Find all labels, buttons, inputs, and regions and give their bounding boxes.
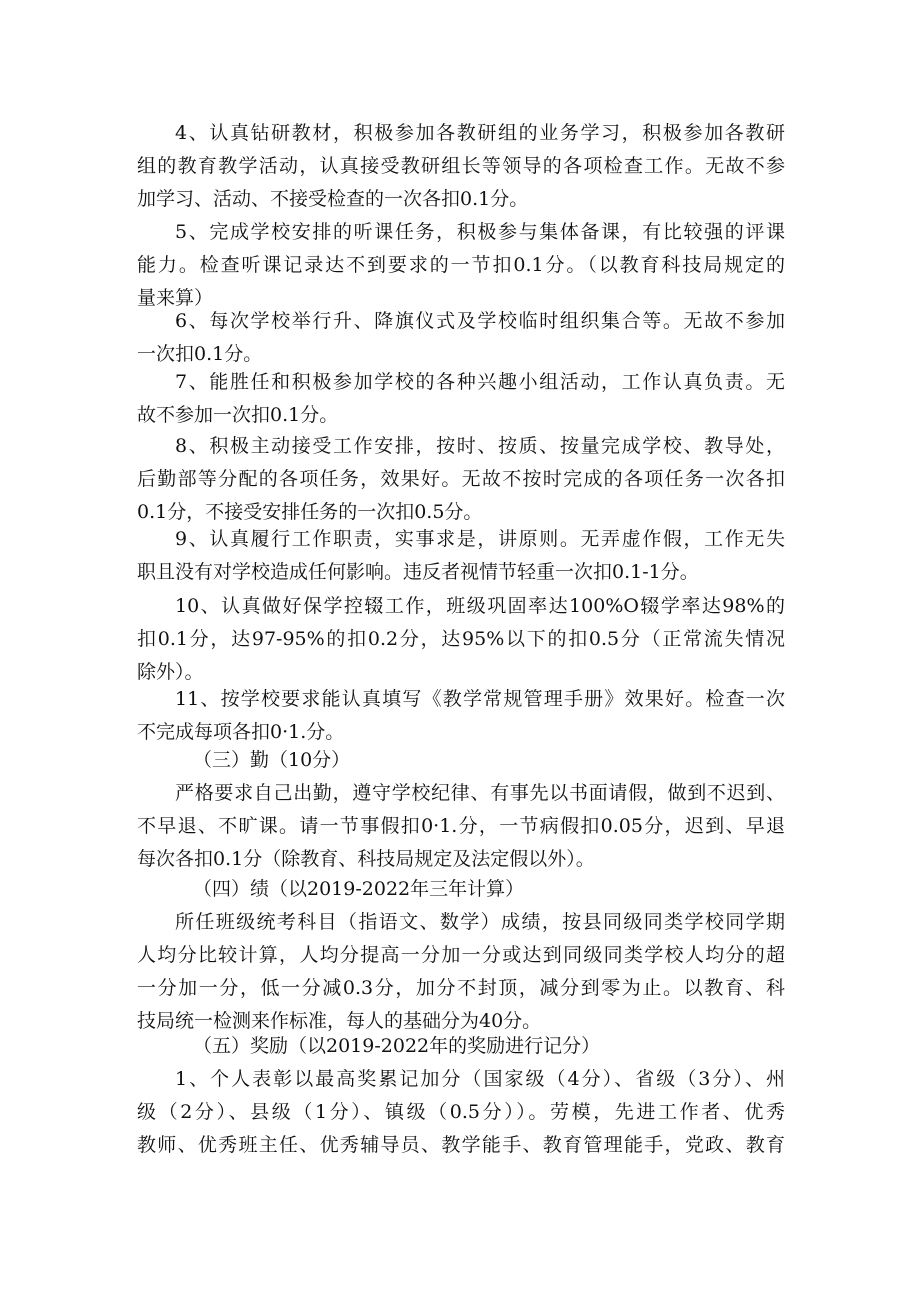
text-line: 7、能胜任和积极参加学校的各种兴趣小组活动，工作认真负责。无 [175,371,785,393]
rule-item-4 [137,117,785,216]
text-line: 除外）。 [137,661,204,683]
text-line: 职且没有对学校造成任何影响。违反者视情节轻重一次扣0.1-1分。 [137,561,699,583]
text-line: 11、按学校要求能认真填写《教学常规管理手册》效果好。检查一次 [175,688,785,710]
text-line: 扣0.1分，达97-95%的扣0.2分，达95%以下的扣0.5分（正常流失情况 [137,628,785,650]
text-line: 所任班级统考科目（指语文、数学）成绩，按县同级同类学校同学期 [175,911,785,933]
text-line: 6、每次学校举行升、降旗仪式及学校临时组织集合等。无故不参加 [175,310,785,332]
text-line: 加学习、活动、不接受检查的一次各扣0.1分。 [137,188,529,210]
rule-item-7 [137,366,785,432]
text-line: 一分加一分，低一分减0.3分，加分不封顶，减分到零为止。以教育、科 [137,977,785,999]
reward-item-1 [137,1063,785,1162]
text-line: 一次扣0.1分。 [137,343,263,365]
text-line: 不早退、不旷课。请一节事假扣0·1.分，一节病假扣0.05分，迟到、早退 [137,815,785,837]
text-line: 不完成每项各扣0·1.分。 [137,721,345,743]
text-line: 组的教育教学活动，认真接受教研组长等领导的各项检查工作。无故不参 [137,155,785,177]
section-heading: （四）绩（以2019-2022年三年计算） [193,878,525,900]
text-line: 8、积极主动接受工作安排，按时、按质、按量完成学校、教导处， [175,435,785,457]
rule-item-11 [137,683,785,749]
rule-item-6 [137,305,785,371]
text-line: 每次各扣0.1分（除教育、科技局规定及法定假以外）。 [137,848,595,870]
text-line: 1、个人表彰以最高奖累记加分（国家级（4分）、省级（3分）、州 [175,1068,785,1090]
section-heading-rewards [137,1030,785,1063]
section-heading-attendance [137,744,785,777]
text-line: 5、完成学校安排的听课任务，积极参与集体备课，有比较强的评课 [175,221,785,243]
text-line: 10、认真做好保学控辍工作，班级巩固率达100%O辍学率达98%的 [175,595,785,617]
performance-rules [137,906,785,1038]
text-line: 量来算） [137,287,214,309]
section-heading: （三）勤（10分） [193,749,351,771]
text-line: 能力。检查听课记录达不到要求的一节扣0.1分。（以教育科技局规定的 [137,254,785,276]
text-line: 4、认真钻研教材，积极参加各教研组的业务学习，积极参加各教研 [175,122,785,144]
text-line: 故不参加一次扣0.1分。 [137,404,339,426]
text-line: 技局统一检测来作标准，每人的基础分为40分。 [137,1010,542,1032]
rule-item-9 [137,523,785,589]
rule-item-8 [137,430,785,529]
text-line: 9、认真履行工作职责，实事求是，讲原则。无弄虚作假，工作无失 [175,528,785,550]
attendance-rules [137,777,785,876]
rule-item-5 [137,216,785,315]
text-line: 级（2分）、县级（1分）、镇级（0.5分））。劳模，先进工作者、优秀 [137,1101,785,1123]
section-heading-performance [137,873,785,906]
text-line: 人均分比较计算，人均分提高一分加一分或达到同级同类学校人均分的超 [137,944,785,966]
text-line: 严格要求自己出勤，遵守学校纪律、有事先以书面请假，做到不迟到、 [175,782,785,804]
text-line: 教师、优秀班主任、优秀辅导员、教学能手、教育管理能手，党政、教育 [137,1134,785,1156]
text-line: 0.1分，不接受安排任务的一次扣0.5分。 [137,501,483,523]
text-line: 后勤部等分配的各项任务，效果好。无故不按时完成的各项任务一次各扣 [137,468,785,490]
section-heading: （五）奖励（以2019-2022年的奖励进行记分） [193,1035,601,1057]
rule-item-10 [137,590,785,689]
